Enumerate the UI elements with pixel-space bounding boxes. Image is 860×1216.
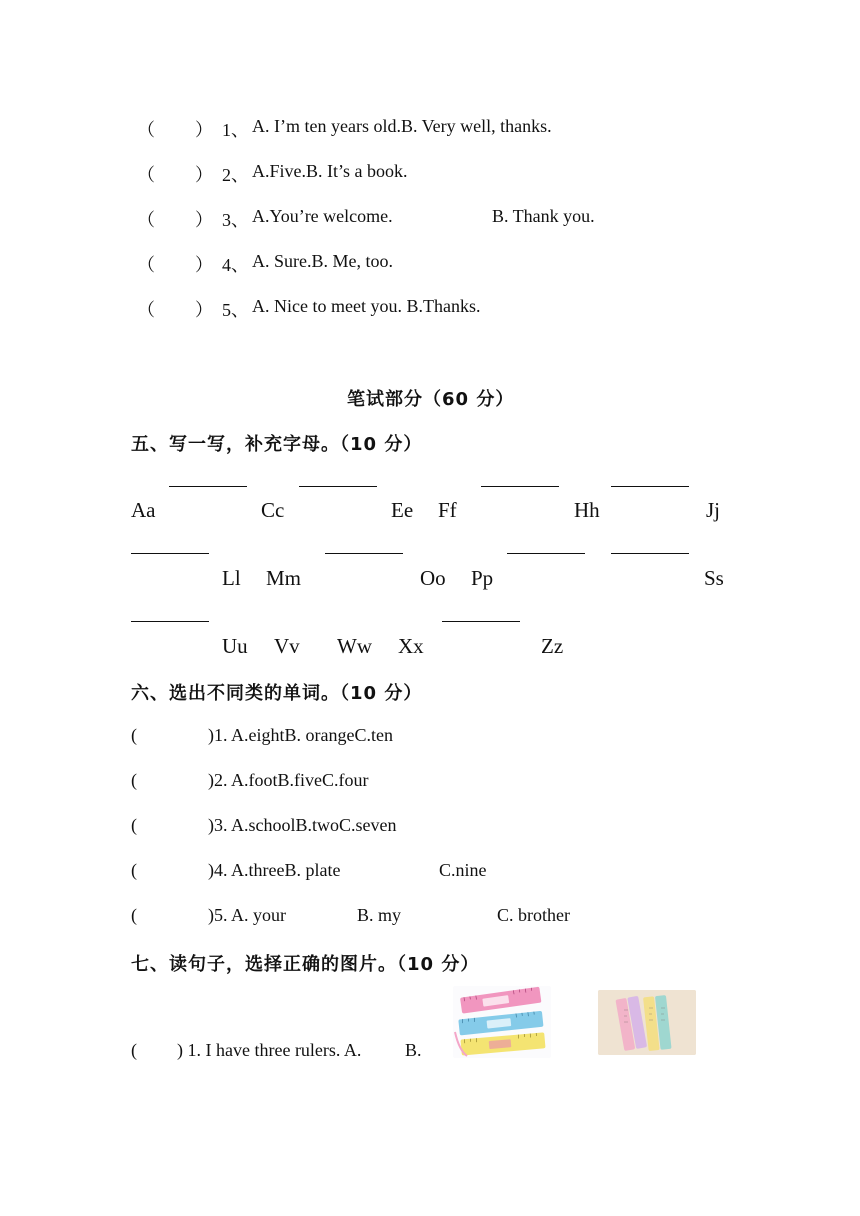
option-b-label: B.: [405, 1040, 422, 1060]
letter-blank[interactable]: [131, 621, 209, 622]
letter-blank[interactable]: [481, 486, 559, 487]
letter-blank[interactable]: [131, 553, 209, 554]
letter-pair: Ww: [337, 634, 372, 658]
question-options: A. Nice to meet you. B.Thanks.: [252, 296, 481, 316]
question-option-b: B. Thank you.: [492, 206, 595, 226]
question-option-c: C.nine: [439, 860, 487, 880]
question-option-c: C. brother: [497, 905, 570, 925]
question-text: )3. A.schoolB.twoC.seven: [208, 815, 397, 835]
answer-paren-close: ）: [195, 165, 213, 185]
answer-paren-open[interactable]: (: [131, 770, 137, 790]
letter-pair: Ff: [438, 498, 457, 522]
question-text: )4. A.threeB. plate: [208, 860, 341, 880]
answer-paren-open[interactable]: （: [137, 165, 155, 185]
letter-blank[interactable]: [299, 486, 377, 487]
answer-paren-close: ）: [195, 300, 213, 320]
answer-paren-open[interactable]: (: [131, 725, 137, 745]
question-options: A. I’m ten years old.B. Very well, thanks.: [252, 116, 552, 136]
letter-pair: Ee: [391, 498, 414, 522]
question-number: 3、: [222, 210, 249, 230]
letter-pair: Cc: [261, 498, 285, 522]
section-7-heading: 七、读句子，选择正确的图片。（10 分）: [131, 954, 480, 975]
letter-pair: Oo: [420, 566, 446, 590]
question-number: 5、: [222, 300, 249, 320]
three-rulers-picture[interactable]: [453, 986, 551, 1058]
answer-paren-close: ）: [195, 120, 213, 140]
question-number: 4、: [222, 255, 249, 275]
question-number: 1、: [222, 120, 249, 140]
letter-blank[interactable]: [442, 621, 520, 622]
question-options: A. Sure.B. Me, too.: [252, 251, 393, 271]
section-5-heading: 五、写一写，补充字母。（10 分）: [131, 434, 423, 455]
letter-blank[interactable]: [325, 553, 403, 554]
letter-pair: Ss: [704, 566, 724, 590]
answer-paren-open[interactable]: （: [137, 255, 155, 275]
question-options: A.You’re welcome.: [252, 206, 393, 226]
letter-pair: Jj: [706, 498, 721, 522]
letter-pair: Hh: [574, 498, 600, 522]
section-6-heading: 六、选出不同类的单词。（10 分）: [131, 683, 423, 704]
question-options: A.Five.B. It’s a book.: [252, 161, 408, 181]
letter-blank[interactable]: [507, 553, 585, 554]
letter-pair: Xx: [398, 634, 424, 658]
answer-paren-close: ）: [195, 255, 213, 275]
answer-paren-open[interactable]: (: [131, 860, 137, 880]
ruler-icon: [598, 990, 696, 1055]
four-rulers-picture[interactable]: [598, 990, 696, 1055]
letter-pair: Mm: [266, 566, 302, 590]
question-text: )2. A.footB.fiveC.four: [208, 770, 369, 790]
question-number: 2、: [222, 165, 249, 185]
letter-blank[interactable]: [611, 553, 689, 554]
question-text: )1. A.eightB. orangeC.ten: [208, 725, 393, 745]
answer-paren-open[interactable]: （: [137, 120, 155, 140]
question-text: )5. A. your: [208, 905, 286, 925]
letter-pair: Vv: [274, 634, 300, 658]
answer-paren-close: ）: [195, 210, 213, 230]
question-text: ) 1. I have three rulers. A.: [177, 1040, 362, 1060]
question-option-b: B. my: [357, 905, 402, 925]
answer-paren-open[interactable]: （: [137, 210, 155, 230]
letter-blank[interactable]: [611, 486, 689, 487]
letter-pair: Ll: [222, 566, 241, 590]
answer-paren-open[interactable]: (: [131, 1040, 137, 1060]
letter-pair: Pp: [471, 566, 494, 590]
answer-paren-open[interactable]: (: [131, 815, 137, 835]
ruler-icon: [453, 986, 551, 1058]
letter-pair: Aa: [131, 498, 156, 522]
answer-paren-open[interactable]: (: [131, 905, 137, 925]
letter-pair: Zz: [541, 634, 564, 658]
letter-blank[interactable]: [169, 486, 247, 487]
answer-paren-open[interactable]: （: [137, 300, 155, 320]
letter-pair: Uu: [222, 634, 248, 658]
written-part-title: 笔试部分（60 分）: [347, 389, 515, 410]
